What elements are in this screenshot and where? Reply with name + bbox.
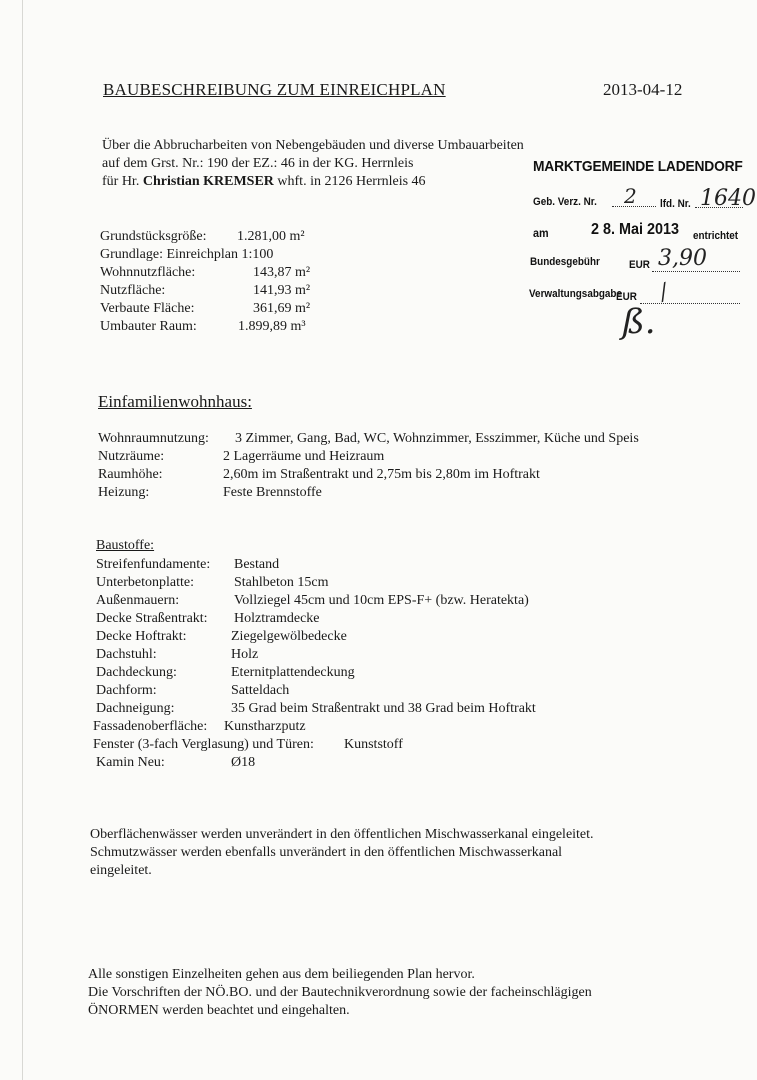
material-label: Streifenfundamente:	[96, 557, 211, 572]
lfd-label: lfd. Nr.	[660, 198, 691, 210]
materials-heading: Baustoffe:	[96, 538, 155, 553]
verwaltungsabgabe-currency: EUR	[616, 291, 637, 303]
area-label: Umbauter Raum:	[100, 319, 197, 334]
area-value: 1.899,89 m³	[238, 319, 306, 334]
area-value: 361,69 m²	[253, 301, 311, 316]
area-value: 1.281,00 m²	[237, 229, 305, 244]
material-label: Dachneigung:	[96, 701, 175, 716]
bundesgebuehr-value: 3,90	[658, 246, 707, 271]
material-value: Stahlbeton 15cm	[234, 575, 329, 590]
area-label: Grundlage: Einreichplan 1:100	[100, 247, 274, 262]
material-label: Kamin Neu:	[96, 755, 165, 770]
area-value: 143,87 m²	[253, 265, 311, 280]
material-value: Vollziegel 45cm und 10cm EPS-F+ (bzw. Heratekta)	[234, 593, 529, 608]
intro-line-3: für Hr. Christian KREMSER whft. in 2126 Herrnleis 46	[102, 174, 426, 189]
material-value: Bestand	[234, 557, 280, 572]
material-value: Ø18	[231, 755, 256, 770]
material-label: Unterbetonplatte:	[96, 575, 194, 590]
geb-verz-value: 2	[624, 184, 637, 208]
material-value: Satteldach	[231, 683, 290, 698]
house-value: 2,60m im Straßentrakt und 2,75m bis 2,80m im Hoftrakt	[223, 467, 540, 482]
house-value: Feste Brennstoffe	[223, 485, 322, 500]
owner-name: Christian KREMSER	[142, 174, 274, 189]
bundesgebuehr-currency: EUR	[629, 259, 650, 271]
house-label: Raumhöhe:	[98, 467, 163, 482]
scan-edge	[22, 0, 23, 1080]
entrichtet-label: entrichtet	[693, 230, 739, 242]
stamp-date: 2 8. Mai 2013	[591, 221, 680, 238]
area-label: Nutzfläche:	[100, 283, 166, 298]
area-value: 141,93 m²	[253, 283, 311, 298]
material-value: Kunststoff	[344, 737, 403, 752]
house-value: 2 Lagerräume und Heizraum	[223, 449, 385, 464]
document-title: BAUBESCHREIBUNG ZUM EINREICHPLAN	[103, 80, 446, 99]
area-label: Verbaute Fläche:	[100, 301, 195, 316]
material-label: Dachform:	[96, 683, 157, 698]
signature: ß.	[622, 302, 656, 342]
material-label: Dachdeckung:	[96, 665, 177, 680]
intro-line-2: auf dem Grst. Nr.: 190 der EZ.: 46 in der KG. Herrnleis	[102, 156, 414, 171]
house-label: Nutzräume:	[98, 449, 165, 464]
closing-line-3: ÖNORMEN werden beachtet und eingehalten.	[88, 1003, 350, 1018]
verwaltungsabgabe-label: Verwaltungsabgabe	[529, 288, 622, 300]
verwaltungsabgabe-value: /	[655, 279, 672, 306]
bundesgebuehr-label: Bundesgebühr	[530, 256, 600, 268]
document-date: 2013-04-12	[603, 80, 683, 99]
water-line-1: Oberflächenwässer werden unverändert in den öffentlichen Mischwasserkanal eingeleitet.	[90, 827, 594, 842]
area-label: Wohnnutzfläche:	[100, 265, 196, 280]
water-line-3: eingeleitet.	[90, 863, 152, 878]
lfd-value: 1640	[700, 186, 756, 211]
material-value: 35 Grad beim Straßentrakt und 38 Grad beim Hoftrakt	[231, 701, 536, 716]
material-label: Fassadenoberfläche:	[93, 719, 208, 734]
bundesgebuehr-dots	[652, 271, 740, 272]
area-label: Grundstücksgröße:	[100, 229, 207, 244]
water-line-2: Schmutzwässer werden ebenfalls unverändert in den öffentlichen Mischwasserkanal	[90, 845, 563, 860]
material-value: Eternitplattendeckung	[231, 665, 355, 680]
material-label: Decke Hoftrakt:	[96, 629, 187, 644]
closing-line-2: Die Vorschriften der NÖ.BO. und der Bautechnikverordnung sowie der facheinschlägigen	[88, 985, 592, 1000]
house-label: Heizung:	[98, 485, 150, 500]
material-label: Fenster (3-fach Verglasung) und Türen:	[93, 737, 314, 752]
material-label: Dachstuhl:	[96, 647, 157, 662]
material-label: Außenmauern:	[96, 593, 180, 608]
am-label: am	[533, 226, 549, 240]
material-value: Holz	[231, 647, 259, 662]
material-value: Kunstharzputz	[224, 719, 306, 734]
closing-line-1: Alle sonstigen Einzelheiten gehen aus dem beiliegenden Plan hervor.	[88, 967, 475, 982]
house-label: Wohnraumnutzung:	[98, 431, 209, 446]
geb-verz-label: Geb. Verz. Nr.	[533, 196, 597, 208]
material-label: Decke Straßentrakt:	[96, 611, 208, 626]
house-value: 3 Zimmer, Gang, Bad, WC, Wohnzimmer, Esszimmer, Küche und Speis	[235, 431, 639, 446]
material-value: Ziegelgewölbedecke	[231, 629, 347, 644]
stamp-title: MARKTGEMEINDE LADENDORF	[533, 158, 743, 175]
intro-line-1: Über die Abbrucharbeiten von Nebengebäuden und diverse Umbauarbeiten	[102, 138, 524, 153]
material-value: Holztramdecke	[234, 611, 320, 626]
house-heading: Einfamilienwohnhaus:	[98, 392, 252, 411]
